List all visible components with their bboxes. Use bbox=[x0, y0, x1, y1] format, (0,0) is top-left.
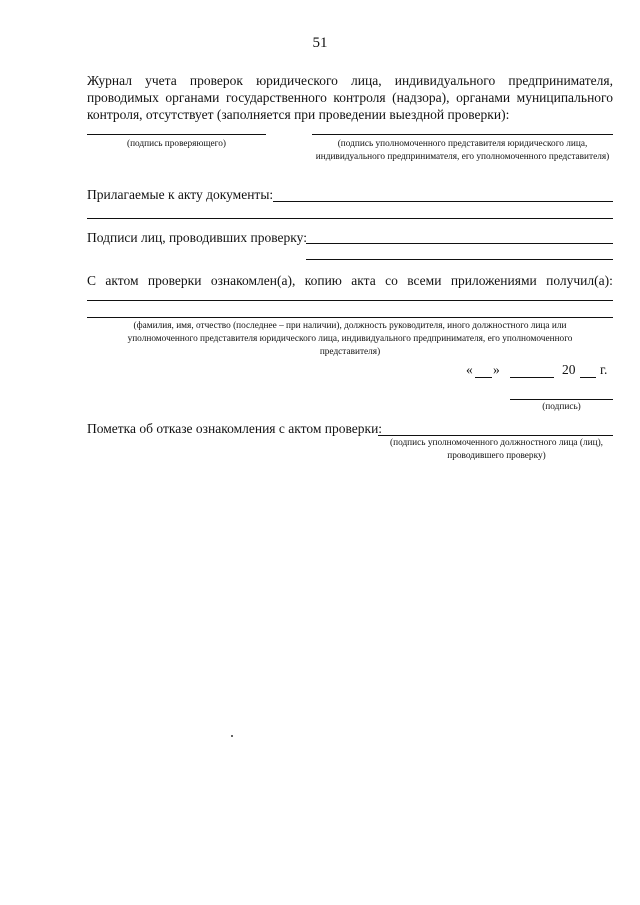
refusal-caption: (подпись уполномоченного должностного лица (лиц), проводившего проверку) bbox=[390, 438, 603, 461]
date-close-quote: » bbox=[493, 362, 500, 377]
acquainted-word: акта bbox=[351, 273, 376, 288]
acquainted-field-2[interactable] bbox=[87, 317, 613, 318]
inspectors-signatures-field-2[interactable] bbox=[306, 259, 613, 260]
signature-line[interactable] bbox=[510, 399, 613, 400]
inspectors-signatures-field[interactable] bbox=[306, 243, 613, 244]
journal-paragraph: Журнал учета проверок юридического лица, индивидуального предпринимателя, проводимых органами государственного контроля (надзора), органами муниципального контроля, отсутствует (заполняется при проведении выездной проверки): bbox=[87, 73, 613, 122]
attached-documents-field-2[interactable] bbox=[87, 218, 613, 219]
acquainted-word: С bbox=[87, 273, 97, 288]
acquainted-statement bbox=[87, 272, 613, 289]
date-month-field[interactable] bbox=[510, 377, 554, 378]
acquainted-word: приложениями bbox=[450, 273, 537, 288]
acquainted-caption: (фамилия, имя, отчество (последнее – при наличии), должность руководителя, иного должностного лица или уполномоченного представителя юридического лица, индивидуального предпринимателя, его уполномоченного представителя) bbox=[127, 321, 573, 357]
acquainted-word: актом bbox=[105, 273, 139, 288]
date-open-quote: « bbox=[466, 362, 473, 377]
acquainted-word: копию bbox=[304, 273, 342, 288]
inspectors-signatures-label: Подписи лиц, проводивших проверку: bbox=[87, 230, 307, 245]
representative-signature-caption: (подпись уполномоченного представителя юридического лица, индивидуального предпринимателя, его уполномоченного представителя) bbox=[315, 139, 610, 162]
refusal-field[interactable] bbox=[378, 435, 613, 436]
acquainted-word: ознакомлен(а), bbox=[210, 273, 296, 288]
acquainted-word: получил(а): bbox=[546, 273, 613, 288]
page-number: 51 bbox=[312, 35, 328, 51]
inspector-signature-line[interactable] bbox=[87, 134, 266, 135]
inspector-signature-caption: (подпись проверяющего) bbox=[126, 139, 227, 149]
scan-dot bbox=[231, 735, 233, 737]
refusal-label: Пометка об отказе ознакомления с актом проверки: bbox=[87, 421, 383, 436]
acquainted-word: со bbox=[385, 273, 398, 288]
representative-signature-line[interactable] bbox=[312, 134, 613, 135]
attached-documents-label: Прилагаемые к акту документы: bbox=[87, 187, 274, 202]
acquainted-word: всеми bbox=[407, 273, 442, 288]
attached-documents-field[interactable] bbox=[273, 201, 613, 202]
signature-caption: (подпись) bbox=[542, 402, 581, 412]
acquainted-word: проверки bbox=[147, 273, 202, 288]
date-day-field[interactable] bbox=[475, 377, 492, 378]
date-year-suffix: г. bbox=[600, 362, 608, 377]
acquainted-field[interactable] bbox=[87, 300, 613, 301]
date-year-prefix: 20 bbox=[562, 362, 576, 377]
date-year-field[interactable] bbox=[580, 377, 596, 378]
